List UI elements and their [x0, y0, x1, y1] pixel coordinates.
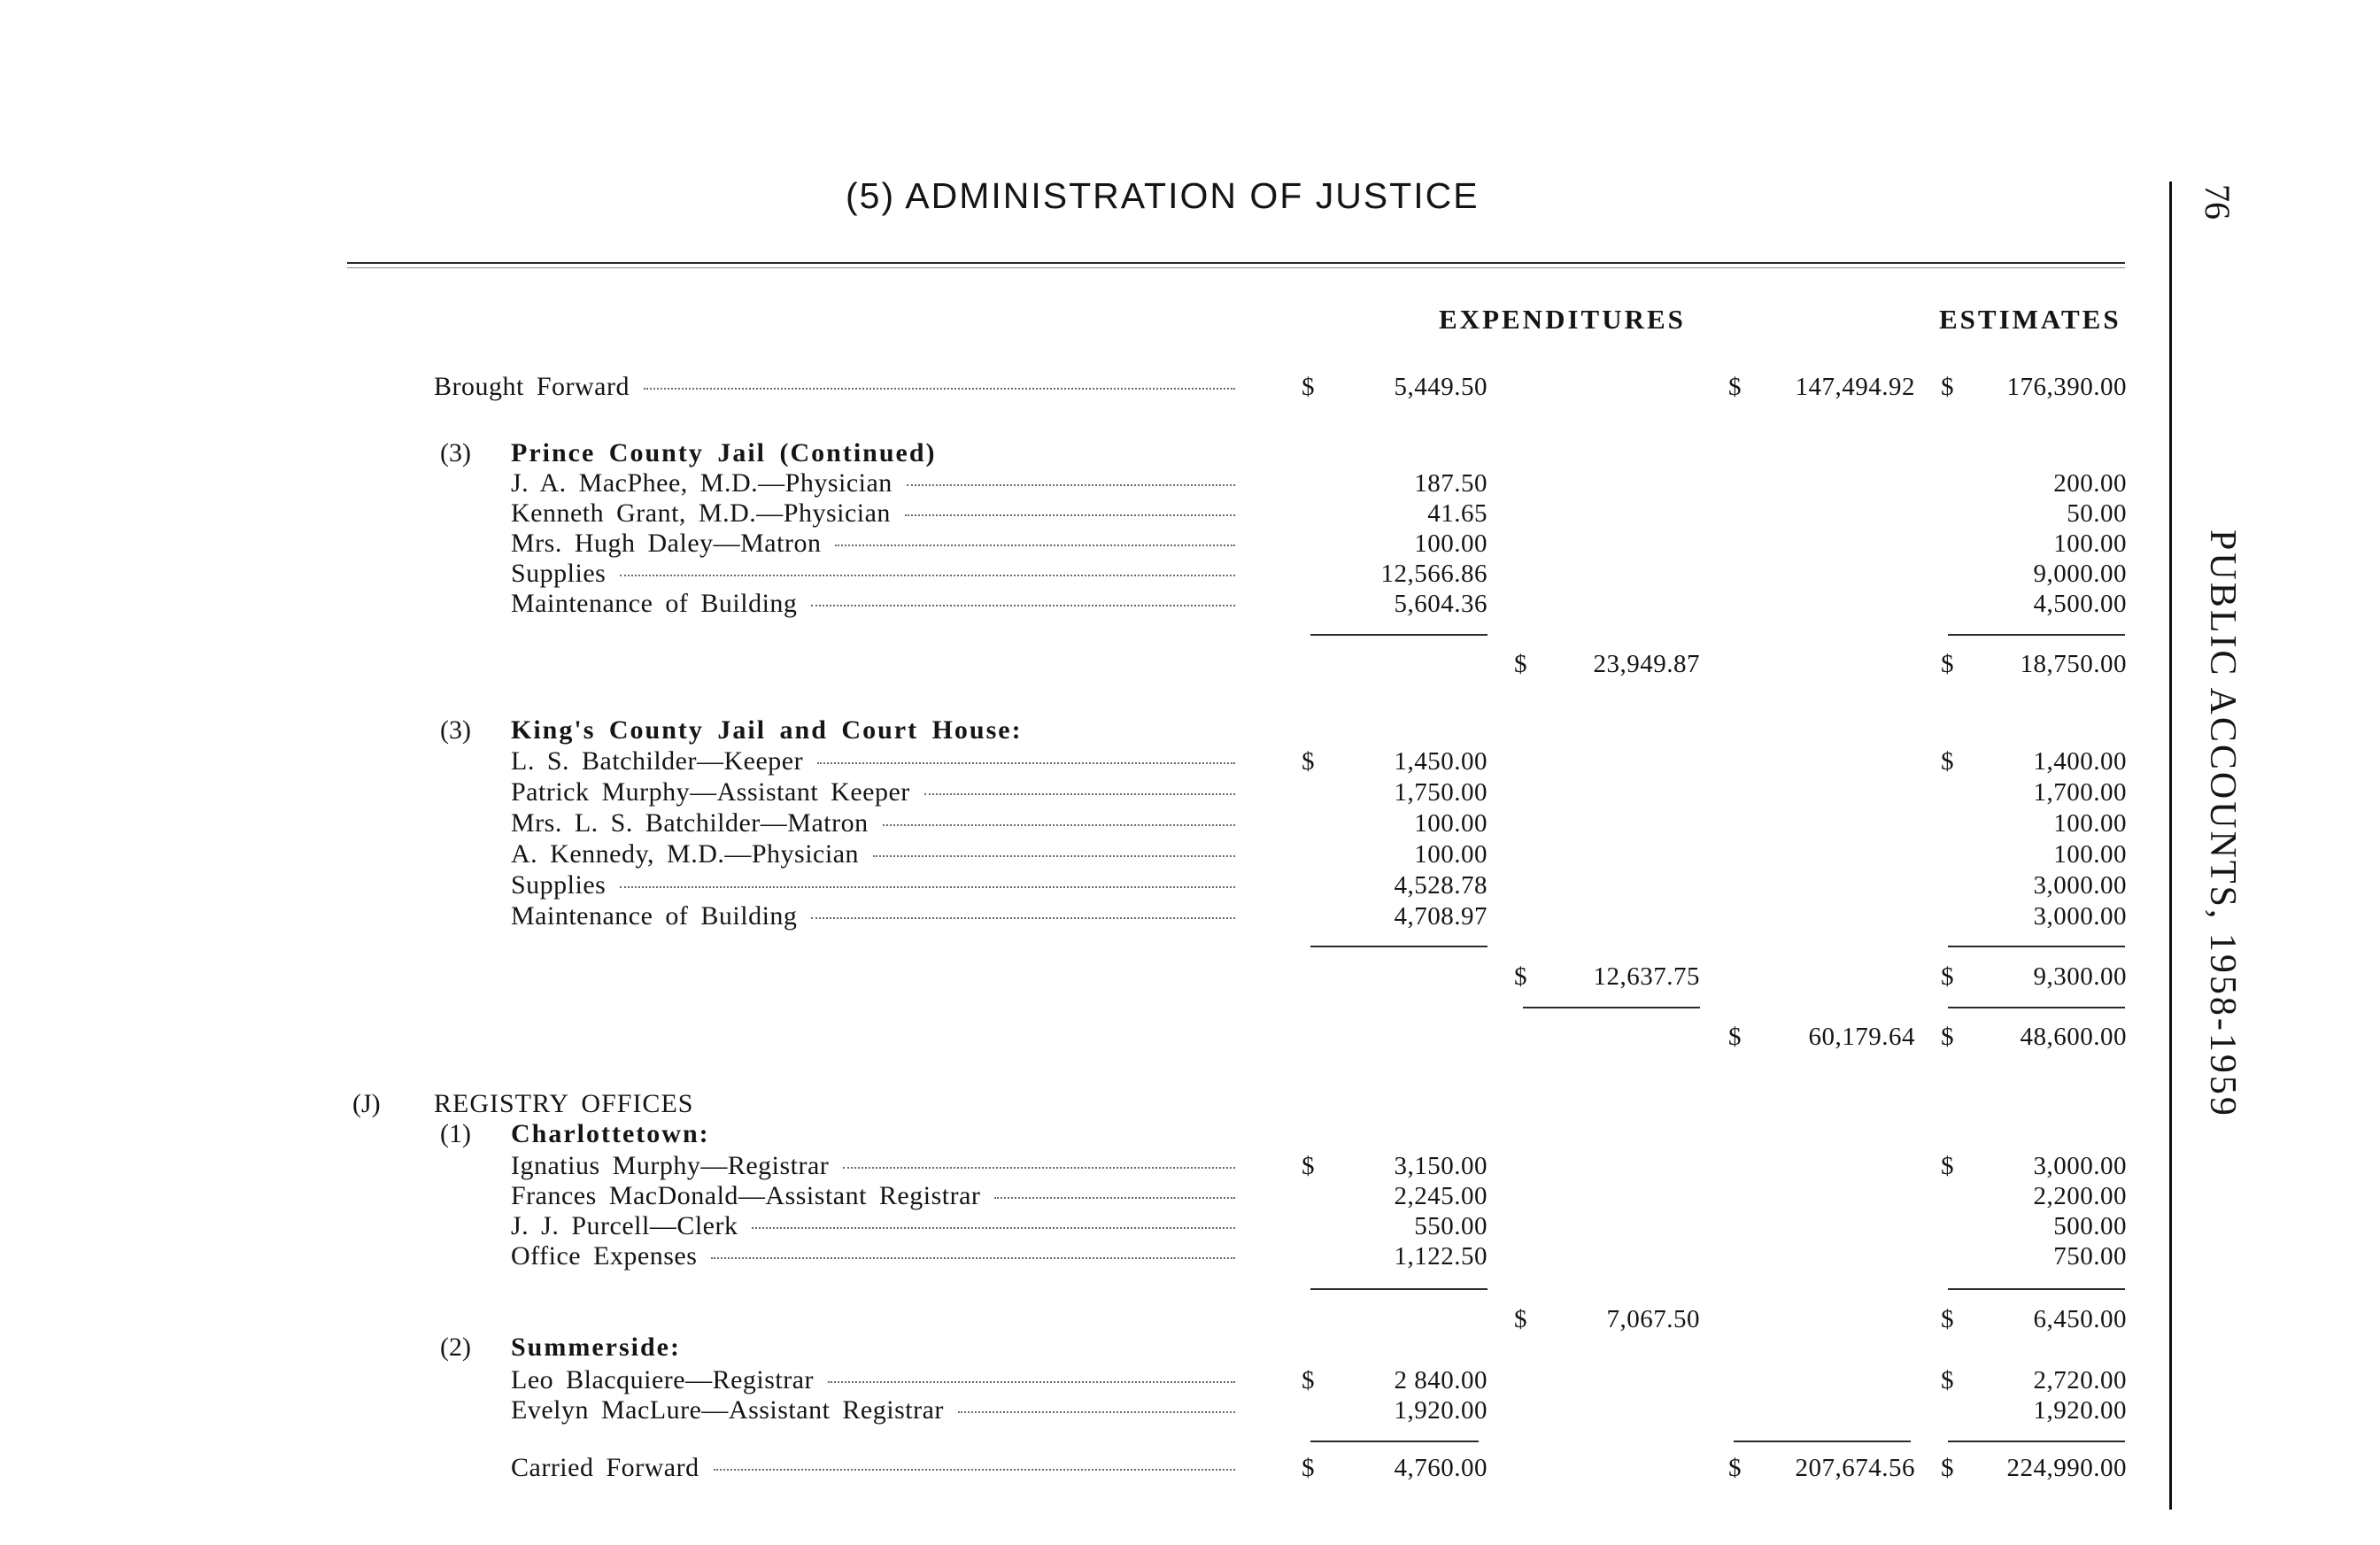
- currency-sign: $: [1728, 373, 1742, 401]
- line-item-estimate: 750.00: [2053, 1242, 2127, 1271]
- line-item-expenditure: 550.00: [1414, 1212, 1488, 1240]
- total-rule: [1523, 1007, 1700, 1008]
- jails-estimate-total: 48,600.00: [2020, 1023, 2127, 1051]
- line-item-label: Maintenance of Building: [511, 589, 1235, 619]
- line-item-label: Supplies: [511, 870, 1235, 900]
- header-rule-bottom: [347, 267, 2125, 268]
- line-item-expenditure: 100.00: [1414, 529, 1488, 558]
- running-title: PUBLIC ACCOUNTS, 1958-1959: [2202, 529, 2243, 1118]
- line-item-expenditure: 4,708.97: [1394, 902, 1488, 931]
- currency-sign: $: [1302, 1366, 1315, 1394]
- line-item-estimate: 1,920.00: [2033, 1396, 2127, 1425]
- charlottetown-subtotal: 7,067.50: [1606, 1305, 1700, 1333]
- line-item-estimate: 50.00: [2067, 499, 2127, 528]
- line-item-estimate: 2,200.00: [2033, 1182, 2127, 1210]
- line-item-label: Leo Blacquiere—Registrar: [511, 1365, 1235, 1395]
- brought-forward-expenditure: 5,449.50: [1394, 373, 1488, 401]
- line-item-estimate: 1,700.00: [2033, 778, 2127, 807]
- subtotal-rule: [1310, 1441, 1479, 1442]
- section-number: (1): [440, 1119, 471, 1148]
- line-item-expenditure: 5,604.36: [1394, 590, 1488, 618]
- line-item-expenditure: 100.00: [1414, 809, 1488, 838]
- total-rule: [1948, 1441, 2125, 1442]
- subtotal-rule: [1310, 634, 1488, 636]
- line-item-expenditure: 1,920.00: [1394, 1396, 1488, 1425]
- line-item-label: J. A. MacPhee, M.D.—Physician: [511, 468, 1235, 498]
- currency-sign: $: [1941, 962, 1954, 991]
- line-item-estimate: 500.00: [2053, 1212, 2127, 1240]
- section-number: (3): [440, 715, 471, 745]
- kings-county-jail-estimate-subtotal: 9,300.00: [2033, 962, 2127, 991]
- carried-forward-total: 207,674.56: [1795, 1454, 1915, 1482]
- brought-forward-estimate: 176,390.00: [2006, 373, 2127, 401]
- line-item-expenditure: 187.50: [1414, 469, 1488, 498]
- section-heading-charlottetown: Charlottetown:: [511, 1119, 710, 1148]
- currency-sign: $: [1941, 1366, 1954, 1394]
- currency-sign: $: [1728, 1023, 1742, 1051]
- line-item-label: Maintenance of Building: [511, 901, 1235, 931]
- currency-sign: $: [1941, 373, 1954, 401]
- currency-sign: $: [1728, 1454, 1742, 1482]
- line-item-estimate: 200.00: [2053, 469, 2127, 498]
- section-letter: (J): [352, 1089, 381, 1118]
- currency-sign: $: [1514, 650, 1527, 678]
- line-item-expenditure: 41.65: [1427, 499, 1488, 528]
- section-heading-summerside: Summerside:: [511, 1333, 681, 1362]
- currency-sign: $: [1941, 650, 1954, 678]
- line-item-label: Evelyn MacLure—Assistant Registrar: [511, 1395, 1235, 1425]
- line-item-estimate: 4,500.00: [2033, 590, 2127, 618]
- subtotal-rule: [1948, 946, 2125, 947]
- line-item-estimate: 100.00: [2053, 840, 2127, 869]
- line-item-expenditure: 3,150.00: [1394, 1152, 1488, 1180]
- line-item-expenditure: 4,528.78: [1394, 871, 1488, 900]
- line-item-expenditure: 1,450.00: [1394, 747, 1488, 776]
- line-item-label: Frances MacDonald—Assistant Registrar: [511, 1181, 1235, 1211]
- subtotal-rule: [1948, 634, 2125, 636]
- line-item-estimate: 100.00: [2053, 529, 2127, 558]
- charlottetown-estimate-subtotal: 6,450.00: [2033, 1305, 2127, 1333]
- line-item-label: J. J. Purcell—Clerk: [511, 1211, 1235, 1241]
- carried-forward-expenditure: 4,760.00: [1394, 1454, 1488, 1482]
- column-header-estimates: ESTIMATES: [1939, 304, 2121, 335]
- line-item-label: Supplies: [511, 559, 1235, 589]
- line-item-estimate: 1,400.00: [2033, 747, 2127, 776]
- prince-county-jail-estimate-subtotal: 18,750.00: [2020, 650, 2127, 678]
- line-item-estimate: 3,000.00: [2033, 902, 2127, 931]
- line-item-estimate: 3,000.00: [2033, 1152, 2127, 1180]
- line-item-label: A. Kennedy, M.D.—Physician: [511, 839, 1235, 869]
- line-item-estimate: 2,720.00: [2033, 1366, 2127, 1394]
- page-number: 76: [2198, 184, 2237, 220]
- header-rule-top: [347, 262, 2125, 264]
- brought-forward-total: 147,494.92: [1795, 373, 1915, 401]
- carried-forward-estimate: 224,990.00: [2006, 1454, 2127, 1482]
- line-item-expenditure: 1,750.00: [1394, 778, 1488, 807]
- currency-sign: $: [1302, 747, 1315, 776]
- line-item-label: L. S. Batchilder—Keeper: [511, 746, 1235, 776]
- line-item-label: Office Expenses: [511, 1241, 1235, 1271]
- line-item-expenditure: 100.00: [1414, 840, 1488, 869]
- line-item-label: Mrs. Hugh Daley—Matron: [511, 529, 1235, 559]
- line-item-label: Ignatius Murphy—Registrar: [511, 1151, 1235, 1181]
- line-item-expenditure: 2,245.00: [1394, 1182, 1488, 1210]
- line-item-label: Patrick Murphy—Assistant Keeper: [511, 777, 1235, 807]
- currency-sign: $: [1514, 1305, 1527, 1333]
- line-item-expenditure: 12,566.86: [1380, 560, 1488, 588]
- currency-sign: $: [1302, 1152, 1315, 1180]
- page-title: (5) ADMINISTRATION OF JUSTICE: [846, 175, 1480, 216]
- subtotal-rule: [1948, 1288, 2125, 1290]
- section-heading-registry-offices: REGISTRY OFFICES: [434, 1089, 694, 1118]
- line-item-label: Kenneth Grant, M.D.—Physician: [511, 498, 1235, 529]
- subtotal-rule: [1310, 1288, 1488, 1290]
- brought-forward-label: Brought Forward: [434, 372, 1235, 402]
- margin-rule: [2169, 182, 2172, 1510]
- section-heading-prince-county-jail: Prince County Jail (Continued): [511, 438, 937, 467]
- currency-sign: $: [1941, 1152, 1954, 1180]
- kings-county-jail-subtotal: 12,637.75: [1593, 962, 1700, 991]
- line-item-expenditure: 2 840.00: [1394, 1366, 1488, 1394]
- total-rule: [1948, 1007, 2125, 1008]
- currency-sign: $: [1941, 747, 1954, 776]
- jails-total: 60,179.64: [1808, 1023, 1915, 1051]
- prince-county-jail-subtotal: 23,949.87: [1593, 650, 1700, 678]
- line-item-label: Mrs. L. S. Batchilder—Matron: [511, 808, 1235, 838]
- line-item-estimate: 3,000.00: [2033, 871, 2127, 900]
- currency-sign: $: [1941, 1305, 1954, 1333]
- line-item-expenditure: 1,122.50: [1394, 1242, 1488, 1271]
- section-number: (3): [440, 438, 471, 467]
- carried-forward-label: Carried Forward: [511, 1453, 1235, 1483]
- line-item-estimate: 100.00: [2053, 809, 2127, 838]
- total-rule: [1734, 1441, 1911, 1442]
- currency-sign: $: [1941, 1454, 1954, 1482]
- section-heading-kings-county-jail: King's County Jail and Court House:: [511, 715, 1023, 745]
- currency-sign: $: [1941, 1023, 1954, 1051]
- line-item-estimate: 9,000.00: [2033, 560, 2127, 588]
- currency-sign: $: [1302, 1454, 1315, 1482]
- section-number: (2): [440, 1333, 471, 1362]
- currency-sign: $: [1302, 373, 1315, 401]
- currency-sign: $: [1514, 962, 1527, 991]
- column-header-expenditures: EXPENDITURES: [1439, 304, 1686, 335]
- subtotal-rule: [1310, 946, 1488, 947]
